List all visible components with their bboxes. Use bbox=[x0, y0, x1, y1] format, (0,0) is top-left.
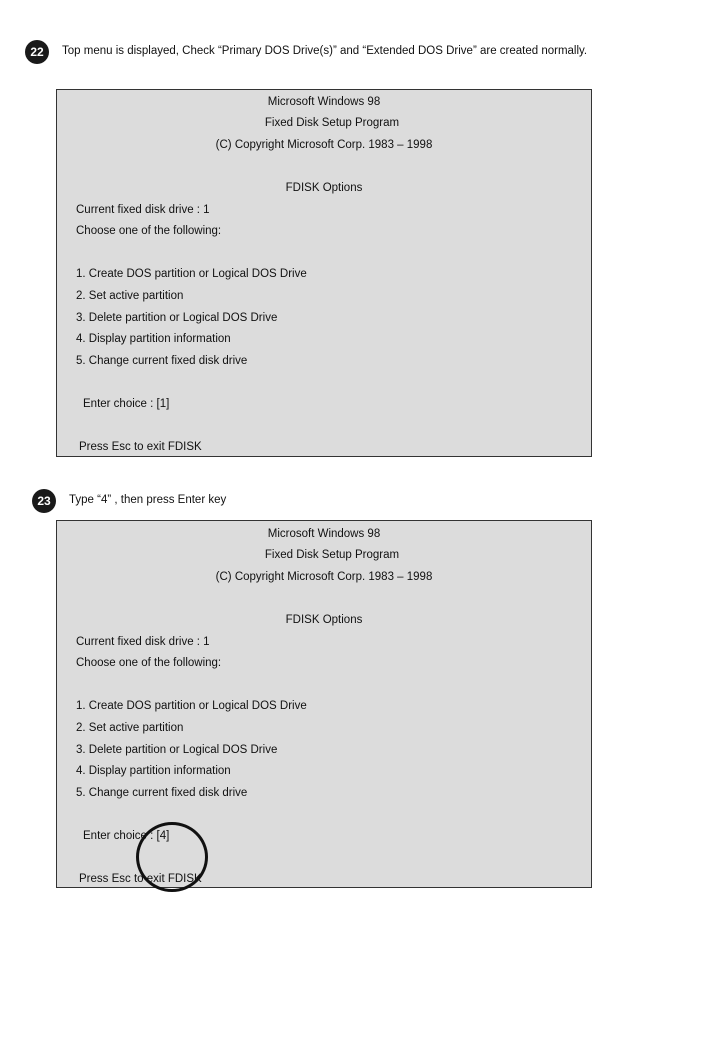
options-title: FDISK Options bbox=[285, 614, 363, 626]
menu-option-set-active: 2. Set active partition bbox=[76, 722, 184, 734]
highlight-circle bbox=[136, 822, 208, 892]
menu-option-change-drive: 5. Change current fixed disk drive bbox=[76, 787, 248, 799]
menu-option-delete: 3. Delete partition or Logical DOS Drive bbox=[76, 744, 278, 756]
choose-prompt: Choose one of the following: bbox=[76, 225, 222, 237]
fdisk-screen bbox=[56, 520, 592, 888]
menu-option-display: 4. Display partition information bbox=[76, 333, 231, 345]
step-instruction: Top menu is displayed, Check “Primary DOS Drive(s)” and “Extended DOS Drive” are created normally. bbox=[62, 45, 588, 57]
options-title: FDISK Options bbox=[285, 182, 363, 194]
screen-header-line: Fixed Disk Setup Program bbox=[264, 117, 400, 129]
menu-option-create: 1. Create DOS partition or Logical DOS Drive bbox=[76, 268, 307, 280]
menu-option-change-drive: 5. Change current fixed disk drive bbox=[76, 355, 248, 367]
menu-option-create: 1. Create DOS partition or Logical DOS Drive bbox=[76, 700, 307, 712]
esc-hint: Press Esc to exit FDISK bbox=[79, 873, 202, 885]
screen-header-line: (C) Copyright Microsoft Corp. 1983 – 1998 bbox=[215, 571, 433, 583]
enter-choice-prompt: Enter choice : [4] bbox=[83, 830, 170, 842]
menu-option-delete: 3. Delete partition or Logical DOS Drive bbox=[76, 312, 278, 324]
menu-option-set-active: 2. Set active partition bbox=[76, 290, 184, 302]
screen-header-line: Microsoft Windows 98 bbox=[267, 528, 381, 540]
screen-header-line: Fixed Disk Setup Program bbox=[264, 549, 400, 561]
current-drive-label: Current fixed disk drive : 1 bbox=[76, 636, 210, 648]
choose-prompt: Choose one of the following: bbox=[76, 657, 222, 669]
menu-option-display: 4. Display partition information bbox=[76, 765, 231, 777]
esc-hint: Press Esc to exit FDISK bbox=[79, 441, 202, 453]
step-instruction: Type “4” , then press Enter key bbox=[69, 494, 227, 506]
current-drive-label: Current fixed disk drive : 1 bbox=[76, 204, 210, 216]
enter-choice-prompt: Enter choice : [1] bbox=[83, 398, 170, 410]
screen-header-line: Microsoft Windows 98 bbox=[267, 96, 381, 108]
screen-header-line: (C) Copyright Microsoft Corp. 1983 – 1998 bbox=[215, 139, 433, 151]
step-number-badge: 23 bbox=[32, 489, 56, 513]
step-number-badge: 22 bbox=[25, 40, 49, 64]
fdisk-screen bbox=[56, 89, 592, 457]
